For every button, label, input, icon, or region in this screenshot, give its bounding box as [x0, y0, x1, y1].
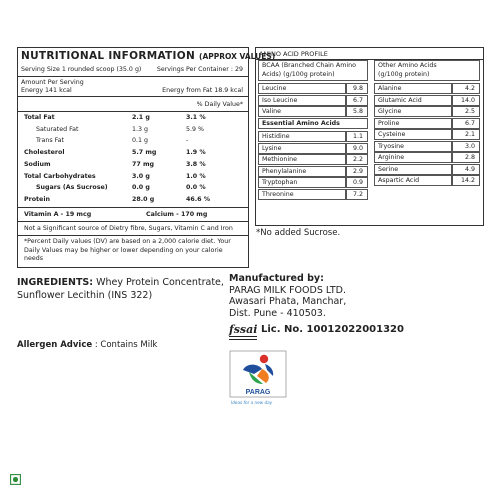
essential-amino-name: Lysine	[262, 144, 282, 152]
nutrient-name: Cholesterol	[24, 149, 65, 157]
bcaa-header-line: BCAA (Branched Chain Amino	[262, 62, 356, 69]
other-amino-name-cell	[374, 175, 452, 186]
manufacturer-label: Manufactured by:	[229, 273, 324, 284]
energy-from-fat: Energy from Fat 18.9 kcal	[162, 87, 243, 94]
divider	[18, 76, 248, 77]
essential-amino-name-cell	[258, 177, 346, 188]
nutrient-row	[18, 149, 248, 159]
other-amino-name-cell	[374, 129, 452, 140]
other-amino-name-cell	[374, 141, 452, 152]
parag-wordmark: PARAG	[245, 389, 271, 396]
other-header	[374, 60, 480, 81]
nutrient-name: Saturated Fat	[36, 125, 79, 133]
bcaa-value: 9.8	[352, 85, 363, 92]
fssai-license: Lic. No. 10012022001320	[261, 324, 404, 335]
divider	[18, 111, 248, 112]
nutrition-title-suffix: (APPROX VALUES)	[199, 52, 276, 61]
nutrient-daily-value: 1.9 %	[186, 149, 206, 157]
nutrient-name: Total Carbohydrates	[24, 172, 96, 180]
bcaa-name: Valine	[262, 108, 282, 115]
nutrient-amount: 0.1 g	[132, 137, 149, 145]
manufacturer-block	[229, 273, 346, 319]
other-amino-name: Proline	[378, 119, 400, 127]
essential-amino-value-cell	[346, 131, 368, 142]
footnote	[24, 238, 231, 264]
bcaa-value-cell	[346, 95, 368, 106]
bcaa-value: 6.7	[352, 96, 363, 104]
nutrient-amount: 3.0 g	[132, 172, 150, 180]
other-amino-name: Tryosine	[378, 142, 404, 150]
other-amino-value: 4.9	[464, 165, 475, 173]
essential-amino-name: Tryptophan	[262, 179, 298, 186]
calcium: Calcium - 170 mg	[146, 211, 208, 218]
essential-header	[258, 118, 368, 129]
no-sucrose-note: *No added Sucrose.	[256, 228, 341, 238]
nutrient-amount: 5.7 mg	[132, 149, 157, 157]
divider	[18, 96, 248, 97]
allergen-text: : Contains Milk	[92, 340, 158, 350]
essential-amino-value-cell	[346, 166, 368, 177]
nutrient-daily-value: 46.6 %	[186, 195, 211, 203]
other-amino-name: Aspartic Acid	[378, 177, 420, 184]
other-amino-name-cell	[374, 118, 452, 129]
ingredients-label: INGREDIENTS:	[17, 277, 94, 288]
essential-amino-name: Histidine	[262, 133, 290, 140]
nutrient-row	[18, 137, 248, 147]
other-amino-name-cell	[374, 164, 452, 175]
essential-amino-name: Methionine	[262, 156, 297, 163]
nutrient-amount: 2.1 g	[132, 114, 150, 121]
essential-amino-value-cell	[346, 189, 368, 200]
essential-amino-value: 2.2	[352, 156, 363, 163]
other-amino-name: Glycine	[378, 108, 402, 115]
other-amino-value: 2.5	[464, 108, 475, 115]
other-amino-value-cell	[452, 175, 480, 186]
nutrient-daily-value: 3.8 %	[186, 160, 206, 168]
other-amino-value-cell	[452, 95, 480, 106]
other-amino-value: 3.0	[464, 142, 475, 150]
other-amino-value-cell	[452, 129, 480, 140]
other-amino-value: 2.1	[464, 131, 475, 138]
nutrient-row	[18, 126, 248, 136]
other-amino-name-cell	[374, 95, 452, 106]
nutrition-title-text: NUTRITIONAL INFORMATION	[21, 50, 196, 62]
essential-amino-value: 0.9	[352, 179, 363, 186]
nutrient-name: Protein	[24, 195, 50, 203]
nutrient-row	[18, 114, 248, 124]
nutrient-row	[18, 196, 248, 206]
nutrient-row	[18, 184, 248, 194]
parag-tagline: Ideas for a new day	[231, 400, 273, 405]
other-amino-value-cell	[452, 152, 480, 163]
manufacturer-address-1: Awasari Phata, Manchar,	[229, 296, 347, 307]
other-amino-name-cell	[374, 83, 452, 94]
other-amino-value: 14.0	[460, 96, 475, 104]
bcaa-header	[258, 60, 368, 81]
essential-amino-value: 7.2	[352, 190, 363, 198]
amount-per-serving: Amount Per Serving	[21, 79, 84, 86]
other-amino-value-cell	[452, 164, 480, 175]
footnote-line: Daily Values may be higher or lower depending on your calorie	[24, 246, 223, 254]
vitamin-a: Vitamin A - 19 mcg	[24, 211, 92, 218]
daily-value-header: % Daily Value*	[196, 101, 243, 108]
bcaa-name: Leucine	[262, 85, 287, 92]
other-amino-name-cell	[374, 152, 452, 163]
nutrient-daily-value: 3.1 %	[186, 114, 206, 121]
divider	[18, 207, 248, 208]
essential-amino-name: Threonine	[262, 190, 294, 198]
amino-title: AMINO ACID PROFILE	[259, 50, 328, 58]
other-amino-name-cell	[374, 106, 452, 117]
bcaa-name-cell	[258, 83, 346, 94]
nutrient-name: Sugars (As Sucrose)	[36, 184, 108, 192]
amino-acid-panel	[255, 47, 484, 226]
energy: Energy 141 kcal	[21, 87, 72, 94]
nutrient-amount: 77 mg	[132, 160, 155, 168]
nutrient-amount: 1.3 g	[132, 125, 149, 133]
bcaa-name-cell	[258, 106, 346, 117]
nutrient-name: Total Fat	[24, 114, 55, 121]
ingredients-text-1: Whey Protein Concentrate,	[93, 277, 224, 288]
divider	[18, 235, 248, 236]
parag-logo-icon	[229, 350, 287, 398]
essential-amino-name-cell	[258, 143, 346, 154]
fssai-logo-icon: fssai	[229, 323, 258, 336]
footnote-line: needs	[24, 255, 44, 262]
essential-amino-value-cell	[346, 154, 368, 165]
nutrition-title	[21, 50, 275, 62]
manufacturer-name: PARAG MILK FOODS LTD.	[229, 284, 346, 296]
other-amino-value: 4.2	[464, 85, 475, 92]
bcaa-name-cell	[258, 95, 346, 106]
other-amino-name: Serine	[378, 165, 399, 173]
bcaa-value-cell	[346, 83, 368, 94]
essential-amino-value-cell	[346, 143, 368, 154]
essential-amino-value: 2.9	[352, 167, 363, 175]
allergen-label: Allergen Advice	[17, 340, 93, 350]
essential-amino-name-cell	[258, 166, 346, 177]
bcaa-value-cell	[346, 106, 368, 117]
other-amino-name: Alanine	[378, 85, 402, 92]
bcaa-header-line: Acids) (g/100g protein)	[262, 71, 335, 78]
parag-logo	[229, 350, 287, 412]
nutrient-name: Trans Fat	[36, 137, 65, 145]
nutrient-daily-value: 1.0 %	[186, 172, 206, 180]
essential-amino-name-cell	[258, 189, 346, 200]
footnote-line: *Percent Daily values (DV) are based on a 2,000 calorie diet. Your	[24, 238, 231, 245]
other-amino-value-cell	[452, 83, 480, 94]
other-header-line: (g/100g protein)	[378, 71, 430, 78]
nutrient-daily-value: 5.9 %	[186, 125, 204, 133]
essential-amino-value-cell	[346, 177, 368, 188]
veg-symbol-icon	[10, 474, 21, 485]
other-amino-value: 14.2	[460, 177, 475, 184]
ingredients-text-2: Sunflower Lecithin (INS 322)	[17, 290, 153, 301]
other-amino-value: 6.7	[464, 119, 475, 127]
nutrient-amount: 0.0 g	[132, 184, 150, 192]
essential-amino-value: 1.1	[352, 133, 363, 140]
other-header-line: Other Amino Acids	[378, 62, 437, 69]
essential-amino-name-cell	[258, 154, 346, 165]
nutrient-amount: 28.0 g	[132, 195, 155, 203]
bcaa-name: Iso Leucine	[262, 96, 298, 104]
other-amino-name: Glutamic Acid	[378, 96, 422, 104]
other-amino-name: Arginine	[378, 154, 405, 161]
other-amino-name: Cysteine	[378, 131, 406, 138]
serving-size: Serving Size 1 rounded scoop (35.0 g)	[21, 66, 142, 73]
essential-header-text: Essential Amino Acids	[262, 120, 340, 127]
other-amino-value-cell	[452, 141, 480, 152]
other-amino-value-cell	[452, 118, 480, 129]
manufacturer-address-2: Dist. Pune - 410503.	[229, 307, 326, 319]
other-amino-value-cell	[452, 106, 480, 117]
divider	[18, 221, 248, 222]
not-significant-note: Not a Significant source of Dietry fibre, Sugars, Vitamin C and Iron	[24, 225, 233, 232]
servings-per-container: Servings Per Container : 29	[156, 66, 243, 73]
essential-amino-name-cell	[258, 131, 346, 142]
bcaa-value: 5.8	[352, 108, 363, 115]
other-amino-value: 2.8	[464, 154, 475, 161]
essential-amino-name: Phenylalanine	[262, 167, 307, 175]
nutrient-row	[18, 173, 248, 183]
nutrient-daily-value: -	[186, 137, 189, 145]
nutrient-name: Sodium	[24, 160, 51, 168]
nutrient-daily-value: 0.0 %	[186, 184, 206, 192]
ingredients-block	[17, 276, 224, 302]
allergen-block	[17, 340, 157, 350]
nutrient-row	[18, 161, 248, 171]
essential-amino-value: 9.0	[352, 144, 363, 152]
fssai-underline	[229, 336, 257, 340]
